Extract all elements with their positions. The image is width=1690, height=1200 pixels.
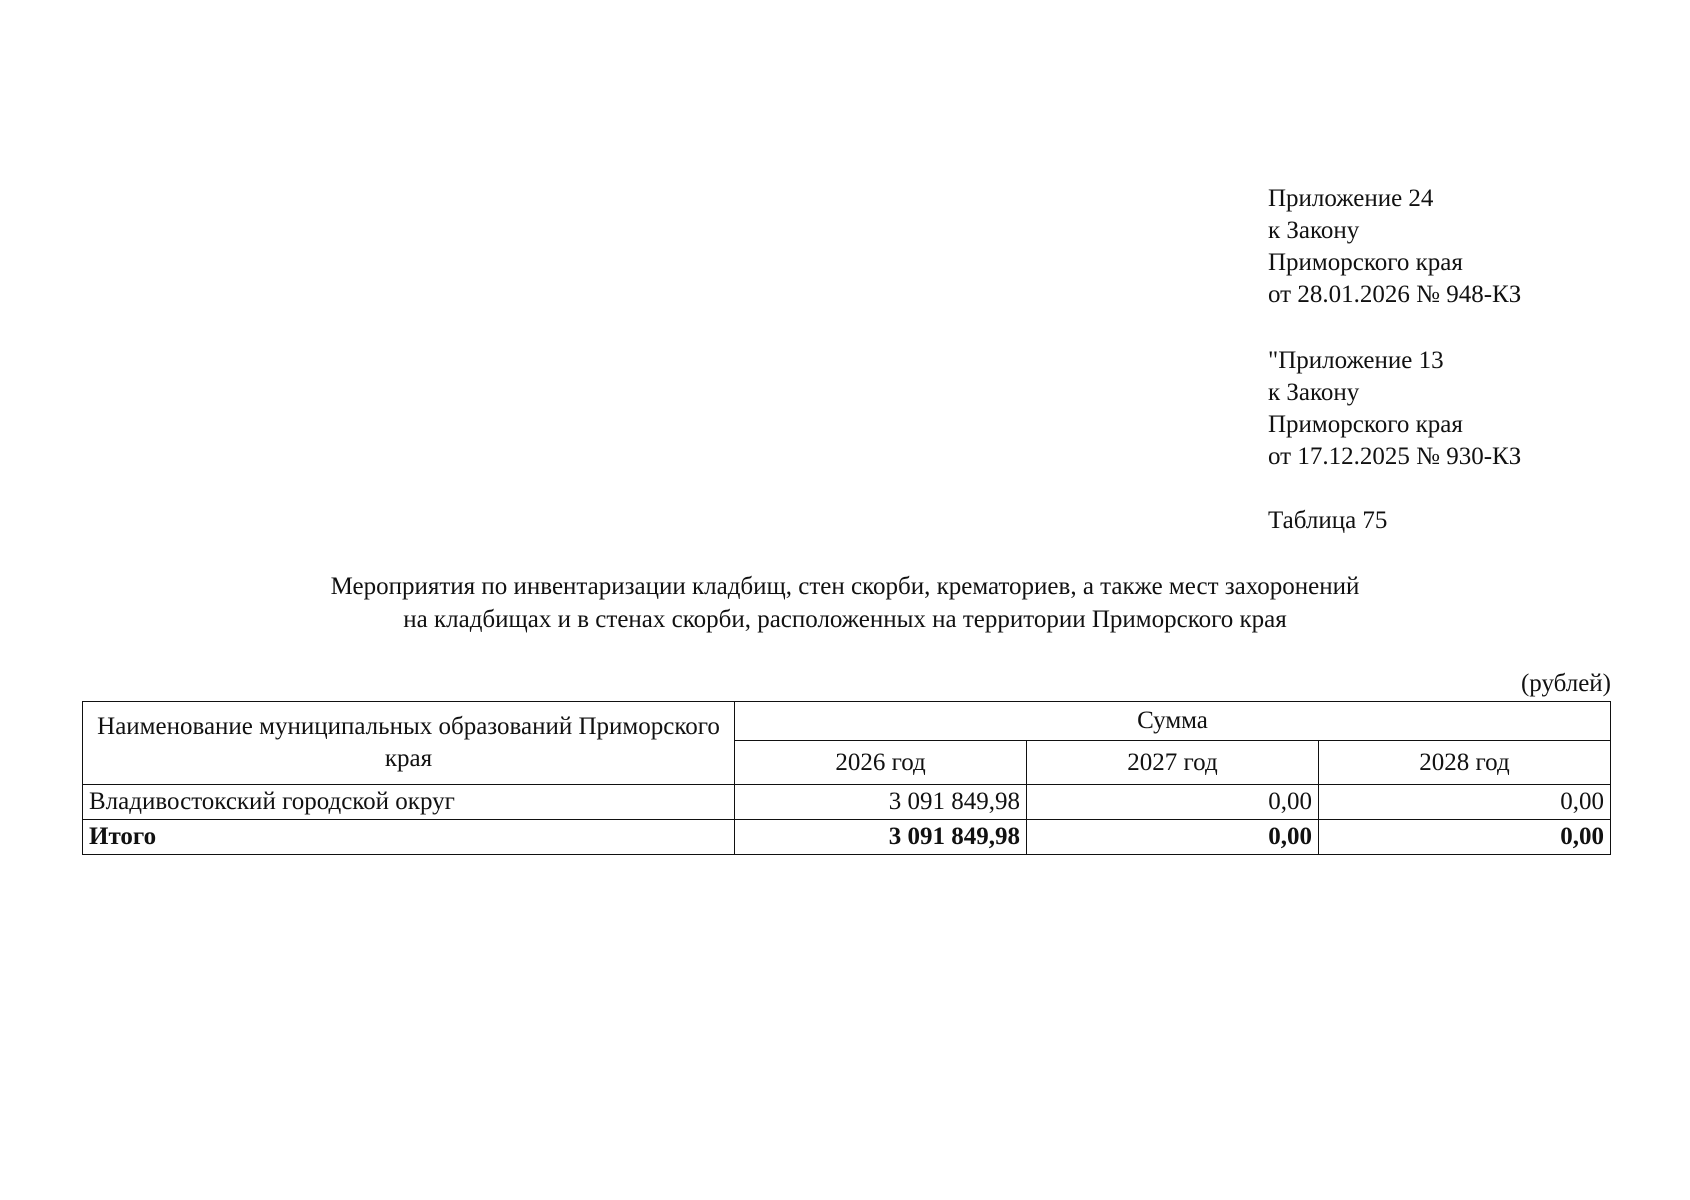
total-label: Итого [83, 820, 735, 855]
annex-amended-line3: Приморского края [1268, 411, 1463, 438]
budget-table [82, 701, 1611, 855]
document-title-line1: Мероприятия по инвентаризации кладбищ, стен скорби, крематориев, а также мест захоронений [330, 573, 1360, 600]
row-value-2026: 3 091 849,98 [735, 785, 1027, 820]
annex-current-block [1268, 183, 1521, 311]
row-municipality-name: Владивостокский городской округ [83, 785, 735, 820]
table-number: Таблица 75 [1268, 507, 1388, 534]
annex-amended-line2: к Закону [1268, 379, 1360, 406]
total-value-2028: 0,00 [1318, 820, 1610, 855]
row-value-2027: 0,00 [1027, 785, 1319, 820]
header-year-2027: 2027 год [1027, 741, 1319, 785]
total-value-2027: 0,00 [1027, 820, 1319, 855]
table-row [83, 785, 1611, 820]
total-value-2026: 3 091 849,98 [735, 820, 1027, 855]
row-value-2028: 0,00 [1318, 785, 1610, 820]
annex-amended-line1: "Приложение 13 [1268, 347, 1444, 374]
header-sum: Сумма [735, 702, 1611, 741]
header-year-2028: 2028 год [1318, 741, 1610, 785]
table-header-row [83, 702, 1611, 741]
annex-current-line1: Приложение 24 [1268, 185, 1434, 212]
header-year-2026: 2026 год [735, 741, 1027, 785]
annex-current-line4: от 28.01.2026 № 948-КЗ [1268, 281, 1522, 308]
annex-amended-block [1268, 345, 1521, 473]
units-label: (рублей) [1520, 670, 1611, 697]
annex-amended-line4: от 17.12.2025 № 930-КЗ [1268, 443, 1522, 470]
annex-current-line2: к Закону [1268, 217, 1360, 244]
document-title [0, 570, 1690, 636]
annex-current-line3: Приморского края [1268, 249, 1463, 276]
document-title-line2: на кладбищах и в стенах скорби, расположенных на территории Приморского края [403, 606, 1287, 633]
table-total-row [83, 820, 1611, 855]
header-municipality: Наименование муниципальных образований Приморского края [83, 702, 735, 785]
